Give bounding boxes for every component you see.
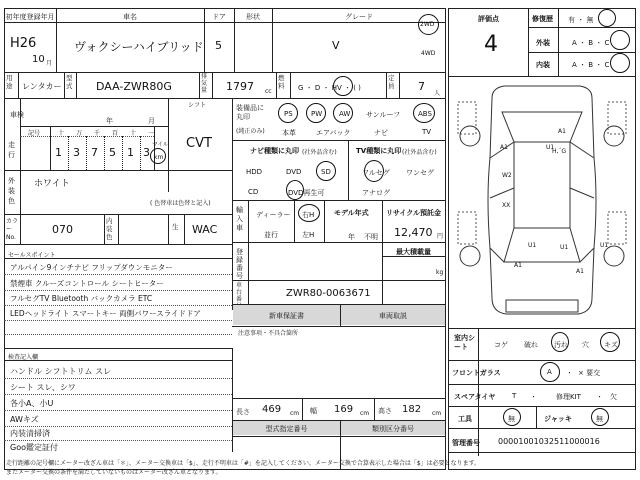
import-parallel: 並行: [264, 231, 278, 239]
tools-label: 工具: [458, 415, 472, 423]
exterior-selected-circle: [610, 30, 630, 50]
mileage-digit-3: 5: [109, 146, 116, 159]
repair-selected-circle: [598, 9, 616, 27]
spare-opt-1: ・: [530, 393, 537, 401]
type-label: 型式: [66, 74, 73, 90]
digit-header-3: 千: [94, 130, 101, 137]
navi-sd: SD: [321, 168, 331, 176]
model-name-label: 車名: [123, 13, 137, 21]
mark-hg: H,´G: [552, 148, 567, 155]
door-label: ドア: [212, 13, 226, 21]
equip-sunroof: サンルーフ: [366, 111, 401, 119]
navi-dvd-play-circle: [286, 180, 304, 200]
navi-sub-label: (社外品含む): [302, 149, 337, 156]
tv-fullseg: フルセグ: [362, 169, 390, 177]
inspector-notes-label: 検査記入欄: [8, 354, 39, 361]
equip-abs-circle: [413, 103, 435, 123]
inspector-line-1: シート スレ、シワ: [10, 383, 76, 392]
equip-aw-circle: [333, 103, 353, 123]
equip-aw: AW: [339, 110, 351, 118]
import-right-h: 右H: [302, 211, 315, 219]
usage-value: レンタカー: [22, 82, 62, 91]
first-reg-label: 初年度登録年月: [5, 13, 55, 21]
seat-label: 室内シート: [454, 334, 475, 351]
seat-opt-4-circle: [600, 332, 620, 352]
inspector-line-0: ハンドル シフトトリム スレ: [10, 367, 112, 376]
digit-header-5: 十: [130, 130, 137, 137]
displacement-label: 排気量: [201, 73, 208, 94]
drive-4wd: 4WD: [421, 50, 436, 57]
model-year-label: モデル年式: [334, 209, 369, 217]
jack-value: 無: [596, 415, 603, 423]
mark-a1-left: A1: [500, 144, 508, 151]
grade-label: グレード: [345, 13, 373, 21]
width-value: 169: [334, 404, 354, 415]
cc-unit: cc: [265, 88, 272, 95]
interior-label: 内装: [536, 61, 550, 69]
tv-sub-label: (社外品含む): [402, 149, 437, 156]
model-year-unit: 年: [348, 233, 355, 241]
navi-hdd: HDD: [246, 168, 263, 176]
interior-color-label: 内装色: [106, 217, 113, 241]
note-box-label: 注意事項・不具合箇所: [238, 330, 299, 337]
inspector-line-3: AWキズ: [10, 415, 39, 424]
footer-line-1: 走行距離の記号欄にメーター改ざん車は「＊」、メーター交換車は「$」、走行不明車は「#」を記入してください。メーター交換で合算表示した場合は「$」は必要となります。: [6, 460, 481, 467]
digit-header-2: 万: [76, 130, 83, 137]
color-value: ホワイト: [34, 179, 70, 189]
length-unit: cm: [290, 410, 300, 417]
sales-line-2: フルセグTV Bluetooth バックカメラ ETC: [10, 294, 153, 303]
width-label: 幅: [310, 407, 317, 415]
manual-label: 車両取説: [341, 305, 445, 325]
seat-opt-0: コゲ: [494, 341, 508, 349]
spare-label: スペアタイヤ: [454, 393, 496, 401]
interior-seat-label: 生: [172, 223, 179, 231]
interior-selected-circle: [610, 53, 630, 73]
shift-value: CVT: [186, 136, 212, 151]
inspector-line-5: Goo鑑定証付: [10, 443, 58, 452]
equip-pw-circle: [306, 103, 326, 123]
tv-fullseg-circle: [364, 160, 384, 182]
first-reg-month-unit: 月: [46, 60, 53, 67]
navi-cd: CD: [248, 188, 259, 196]
navi-dvd-play: DVD再生可: [288, 189, 325, 197]
class-num-label: 類別区分番号: [341, 421, 445, 435]
color-note: ( 色替車は色替と記入): [150, 200, 211, 207]
score-label: 評価点: [478, 15, 499, 23]
exterior-options: A ・ B ・ C: [572, 39, 610, 47]
repair-label: 修復歴: [532, 15, 553, 23]
car-damage-diagram: [448, 78, 636, 328]
model-year-unknown: 不明: [364, 233, 378, 241]
equip-ps: PS: [284, 110, 293, 118]
mileage-label: 走行: [8, 141, 15, 159]
height-unit: cm: [432, 410, 442, 417]
type-num-label: 型式指定番号: [233, 421, 340, 435]
equip-pw: PW: [311, 110, 323, 118]
shape-label: 形状: [246, 13, 260, 21]
mark-a1-br: A1: [576, 268, 584, 275]
navi-dvd: DVD: [286, 168, 302, 176]
import-label: 輸入車: [236, 206, 243, 232]
unit-mile: マイル: [152, 142, 169, 148]
sales-points-label: セールスポイント: [8, 252, 56, 259]
mileage-digit-2: 7: [91, 146, 98, 159]
width-unit: cm: [360, 410, 370, 417]
jack-label: ジャッキ: [544, 415, 572, 423]
spare-opt-0: T: [512, 392, 517, 400]
inspector-line-4: 内装清掃済: [10, 429, 50, 438]
door-count: 5: [215, 39, 222, 52]
digit-header-1: 十: [58, 130, 65, 137]
glass-opt-0: A: [547, 368, 552, 376]
fuel-label: 燃料: [278, 74, 285, 90]
capacity-label: 定員: [388, 74, 395, 90]
warranty-label: 新車保証書: [233, 305, 340, 325]
first-reg-month: 10: [32, 54, 45, 65]
glass-opt-2: × 要交: [578, 369, 601, 377]
mgmt-value: 00001001032511000016: [498, 437, 600, 446]
glass-opt-1: ・: [566, 369, 573, 377]
digit-header-4: 百: [112, 130, 119, 137]
chassis-label: 車台番: [236, 282, 243, 303]
import-right-h-circle: [298, 204, 320, 222]
equip-ps-circle: [278, 103, 298, 123]
mgmt-label: 管理番号: [452, 439, 480, 447]
seat-opt-3: 穴: [582, 341, 589, 349]
fuel-options: G ・ D ・ HV ・ ( ): [298, 84, 361, 92]
jack-value-circle: [591, 408, 609, 426]
length-label: 長さ: [236, 408, 250, 416]
mark-u1-br: U1: [600, 242, 609, 249]
color-no-label: カラーNo.: [6, 218, 19, 241]
max-load-label: 最大積載量: [396, 248, 431, 256]
height-label: 高さ: [378, 407, 392, 415]
sales-line-0: アルパイン9インチナビ フリップダウンモニター: [10, 263, 173, 272]
mark-a1-bl: A1: [514, 262, 522, 269]
capacity-unit: 人: [434, 90, 441, 97]
sales-line-1: 禁煙車 クルーズコントロール シートヒーター: [10, 279, 164, 288]
mileage-digit-4: 1: [127, 146, 134, 159]
recycle-label: リサイクル預託金: [386, 209, 442, 217]
navi-label: ナビ種類に丸印: [250, 147, 299, 155]
type-value: DAA-ZWR80G: [96, 80, 172, 93]
spare-opt-3: ・: [596, 393, 603, 401]
displacement-value: 1797: [226, 80, 254, 93]
max-load-unit: kg: [436, 269, 444, 276]
inspection-year-unit: 年: [106, 117, 113, 125]
seat-opt-4: キズ: [604, 341, 618, 349]
equip-tv: TV: [422, 128, 432, 136]
glass-opt-0-circle: [540, 362, 560, 382]
first-reg-year: H26: [10, 36, 37, 51]
color-no-value: 070: [52, 223, 73, 236]
fuel-selected-circle: [333, 76, 353, 96]
equip-airbag: エアバック: [316, 129, 351, 137]
seat-opt-2-circle: [551, 332, 569, 352]
mark-u1-bm: U1: [560, 244, 569, 251]
interior-color-value: WAC: [192, 223, 218, 236]
equipment-sub-label: (純正のみ): [236, 128, 265, 135]
inspection-label: 車検: [10, 111, 24, 119]
navi-sd-circle: [316, 161, 336, 181]
glass-label: フロントガラス: [452, 369, 501, 377]
digit-header-6: 一: [148, 130, 155, 137]
repair-options: 有 ・ 無: [568, 16, 594, 24]
unit-km-circle: [150, 148, 166, 164]
recycle-unit: 円: [437, 233, 444, 240]
mileage-digit-5: 3: [143, 146, 150, 159]
inspection-month-unit: 月: [148, 117, 155, 125]
footer-line-2: またメーター交換の条件を満たしていないものはメーター改ざん車となります。: [6, 469, 222, 476]
exterior-label: 外装: [536, 39, 550, 47]
color-label: 外装色: [8, 177, 15, 205]
import-left-h: 左H: [302, 231, 315, 239]
tools-value: 無: [508, 415, 515, 423]
mark-u1-bl: U1: [528, 242, 537, 249]
model-name: ヴォクシーハイブリッド: [74, 40, 204, 54]
mark-u1-top: U1: [546, 144, 555, 151]
chassis-value: ZWR80-0063671: [286, 288, 371, 299]
tools-value-circle: [503, 408, 521, 426]
equip-abs: ABS: [418, 110, 432, 118]
digit-header-0: 記号: [28, 130, 41, 137]
shift-label: シフト: [188, 102, 207, 109]
tv-oneseg: ワンセグ: [406, 169, 434, 177]
equip-leather: 本革: [282, 129, 296, 137]
seat-opt-2: 汚れ: [554, 341, 568, 349]
tv-analog: アナログ: [362, 189, 390, 197]
equipment-label: 装備品に丸印: [236, 104, 264, 121]
sales-line-3: LEDヘッドライト スマートキー 両側パワースライドドア: [10, 309, 201, 318]
mark-xx: XX: [502, 202, 511, 209]
spare-opt-4: 欠: [610, 393, 617, 401]
mileage-digit-0: 1: [55, 146, 62, 159]
seat-opt-1: 破れ: [524, 341, 538, 349]
spare-opt-2: 修理KIT: [556, 393, 581, 401]
mark-a1-top: A1: [558, 128, 566, 135]
interior-options: A ・ B ・ C: [572, 61, 610, 69]
tv-label: TV種類に丸印: [356, 147, 402, 155]
inspector-line-2: 各小A、小U: [10, 399, 54, 408]
score-value: 4: [484, 32, 498, 57]
grade-value: V: [332, 39, 340, 52]
usage-label: 用途: [6, 74, 13, 90]
capacity-value: 7: [418, 80, 425, 93]
height-value: 182: [402, 404, 422, 415]
import-dealer: ディーラー: [256, 211, 291, 219]
equip-navi: ナビ: [374, 129, 388, 137]
drive-2wd: 2WD: [420, 21, 435, 28]
reg-label: 登録番号: [236, 248, 243, 280]
mileage-digit-1: 3: [73, 146, 80, 159]
unit-km: km: [154, 154, 164, 161]
mark-w2: W2: [502, 172, 512, 179]
length-value: 469: [262, 404, 282, 415]
recycle-value: 12,470: [394, 226, 433, 239]
